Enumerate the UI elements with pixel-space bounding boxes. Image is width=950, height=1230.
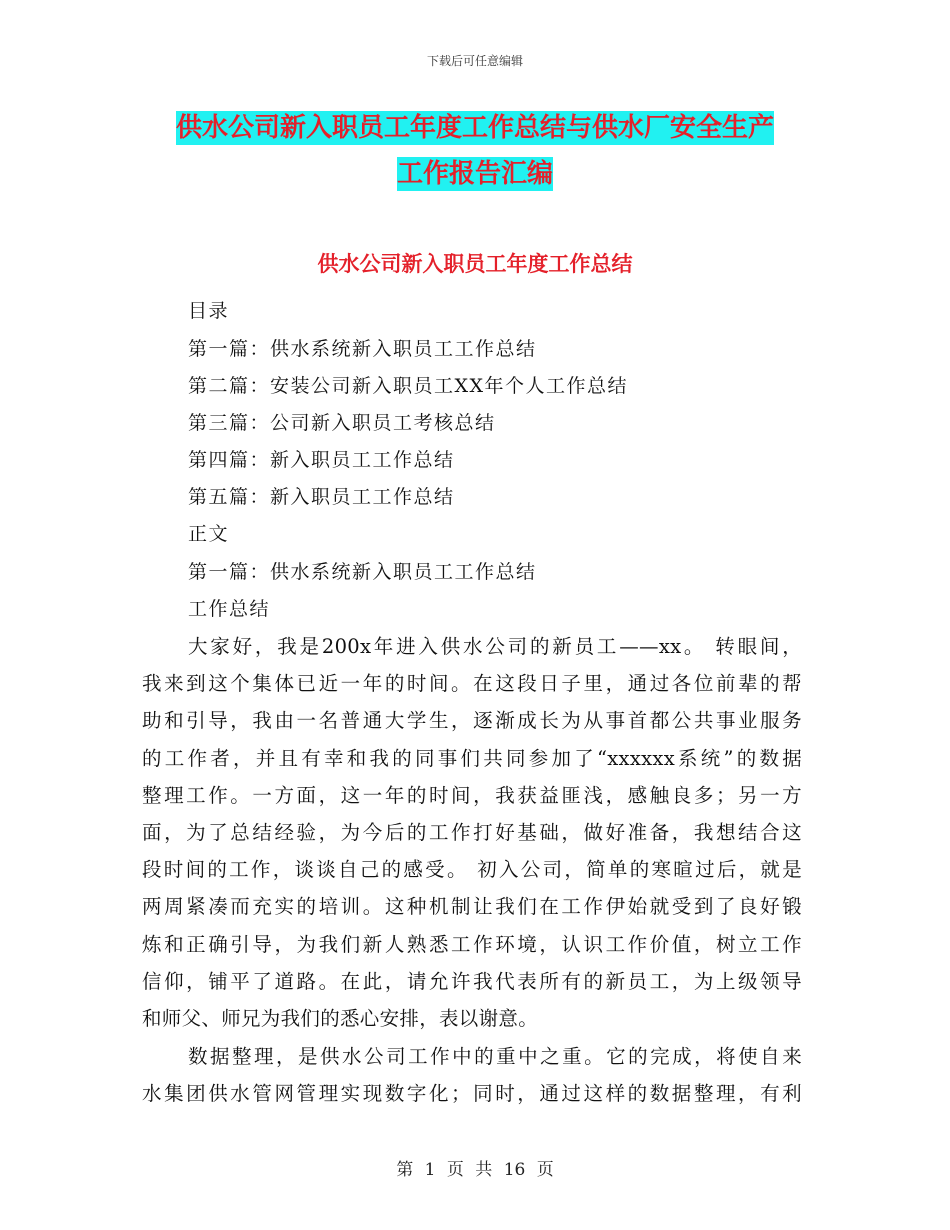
chapter-heading: 第一篇：供水系统新入职员工工作总结 <box>188 561 537 583</box>
toc-item: 第一篇：供水系统新入职员工工作总结 <box>188 338 537 360</box>
toc-item: 第五篇：新入职员工工作总结 <box>188 486 455 508</box>
toc-item: 第四篇：新入职员工工作总结 <box>188 449 455 471</box>
paragraph-line: 面，为了总结经验，为今后的工作打好基础，做好准备，我想结合这 <box>142 821 802 844</box>
chapter-subheading: 工作总结 <box>188 598 271 620</box>
title-highlight: 工作报告汇编 <box>396 159 553 189</box>
paragraph-line: 数据整理，是供水公司工作中的重中之重。它的完成，将使自来 <box>188 1045 802 1068</box>
paragraph-line: 信仰，铺平了道路。在此，请允许我代表所有的新员工，为上级领导 <box>142 970 802 993</box>
section-title: 供水公司新入职员工年度工作总结 <box>317 252 633 276</box>
title-highlight: 供水公司新入职员工年度工作总结与供水厂安全生产 <box>175 113 774 143</box>
document-title-line-1 <box>0 110 950 146</box>
paragraph-line: 炼和正确引导，为我们新人熟悉工作环境，认识工作价值，树立工作 <box>142 933 802 956</box>
toc-item: 第三篇：公司新入职员工考核总结 <box>188 412 496 434</box>
body-heading: 正文 <box>188 523 230 545</box>
paragraph-line: 两周紧凑而充实的培训。这种机制让我们在工作伊始就受到了良好锻 <box>142 895 802 918</box>
paragraph-line: 段时间的工作，谈谈自己的感受。 初入公司，简单的寒暄过后，就是 <box>142 858 802 881</box>
paragraph-line: 和师父、师兄为我们的悉心安排，表以谢意。 <box>142 1007 539 1030</box>
header-note: 下载后可任意编辑 <box>426 54 523 68</box>
paragraph-line: 大家好，我是200x年进入供水公司的新员工——xx。 转眼间， <box>188 635 802 658</box>
toc-heading: 目录 <box>188 300 230 322</box>
paragraph-line: 水集团供水管网管理实现数字化；同时，通过这样的数据整理，有利 <box>142 1082 802 1105</box>
paragraph-line: 的工作者，并且有幸和我的同事们共同参加了“xxxxxx系统”的数据 <box>142 747 802 770</box>
document-title-line-2 <box>0 156 950 192</box>
paragraph-line: 助和引导，我由一名普通大学生，逐渐成长为从事首都公共事业服务 <box>142 709 802 732</box>
paragraph-line: 整理工作。一方面，这一年的时间，我获益匪浅，感触良多；另一方 <box>142 784 802 807</box>
toc-item: 第二篇：安装公司新入职员工XX年个人工作总结 <box>188 375 629 397</box>
paragraph-line: 我来到这个集体已近一年的时间。在这段日子里，通过各位前辈的帮 <box>142 672 802 695</box>
page-footer: 第 1 页 共 16 页 <box>396 1160 554 1180</box>
